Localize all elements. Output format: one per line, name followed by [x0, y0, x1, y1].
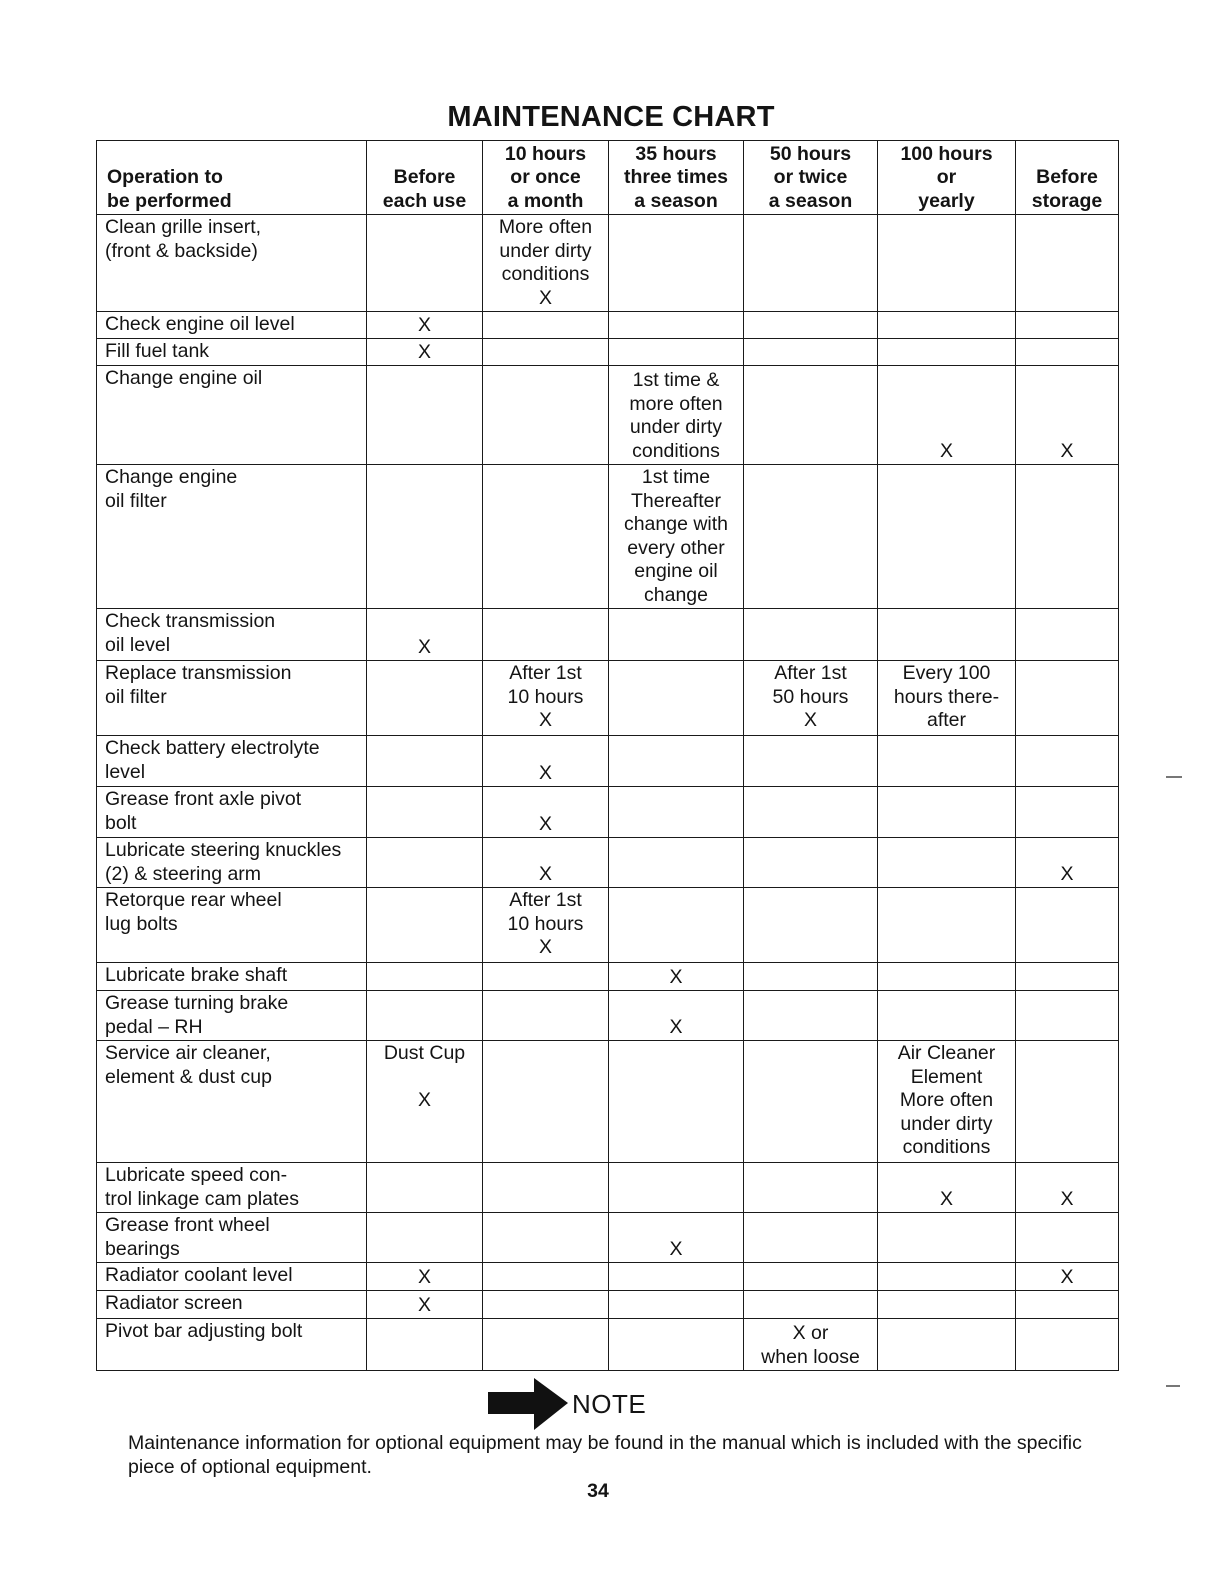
note-text: Maintenance information for optional equipment may be found in the manual which is included with the specific piece of optional equipment.: [128, 1432, 1082, 1478]
header-operation: Operation to be performed: [97, 141, 367, 215]
page-number: 34: [587, 1480, 609, 1502]
cell-before-each-use: [367, 736, 483, 787]
table-row: [97, 312, 1119, 339]
cell-50-hours: [744, 991, 878, 1041]
operation-cell: Radiator screen: [97, 1291, 367, 1319]
operation-cell: Change engine oil filter: [97, 465, 367, 609]
cell-10-hours: [483, 1291, 609, 1319]
table-row: [97, 736, 1119, 787]
cell-10-hours: [483, 1163, 609, 1213]
header-10-hours: 10 hours or once a month: [483, 141, 609, 215]
cell-before-each-use: Dust Cup X: [367, 1041, 483, 1163]
cell-50-hours: [744, 215, 878, 312]
cell-before-storage: [1016, 1291, 1119, 1319]
cell-100-hours: [878, 963, 1016, 991]
cell-10-hours: X: [483, 838, 609, 888]
cell-10-hours: [483, 1263, 609, 1291]
cell-before-each-use: X: [367, 609, 483, 661]
cell-50-hours: [744, 1291, 878, 1319]
cell-50-hours: [744, 339, 878, 366]
cell-100-hours: [878, 1213, 1016, 1263]
cell-35-hours: [609, 1291, 744, 1319]
cell-before-storage: X: [1016, 1263, 1119, 1291]
table-row: [97, 1041, 1119, 1163]
cell-10-hours: [483, 366, 609, 465]
operation-cell: Lubricate speed con- trol linkage cam plates: [97, 1163, 367, 1213]
note-label: NOTE: [572, 1389, 647, 1419]
maintenance-chart-table: [96, 140, 1119, 1371]
operation-cell: Grease turning brake pedal – RH: [97, 991, 367, 1041]
cell-100-hours: [878, 888, 1016, 963]
cell-50-hours: [744, 609, 878, 661]
cell-before-storage: [1016, 888, 1119, 963]
cell-before-storage: [1016, 787, 1119, 838]
cell-before-each-use: [367, 215, 483, 312]
cell-10-hours: After 1st 10 hours X: [483, 661, 609, 736]
table-row: [97, 366, 1119, 465]
cell-10-hours: [483, 465, 609, 609]
table-row: [97, 609, 1119, 661]
cell-50-hours: [744, 366, 878, 465]
header-100-hours: 100 hours or yearly: [878, 141, 1016, 215]
operation-cell: Radiator coolant level: [97, 1263, 367, 1291]
operation-cell: Check battery electrolyte level: [97, 736, 367, 787]
table-row: [97, 787, 1119, 838]
cell-before-each-use: [367, 1213, 483, 1263]
cell-35-hours: X: [609, 1213, 744, 1263]
table-row: [97, 661, 1119, 736]
cell-100-hours: [878, 736, 1016, 787]
cell-100-hours: [878, 991, 1016, 1041]
cell-10-hours: [483, 339, 609, 366]
header-50-hours: 50 hours or twice a season: [744, 141, 878, 215]
operation-cell: Service air cleaner, element & dust cup: [97, 1041, 367, 1163]
cell-10-hours: [483, 963, 609, 991]
cell-100-hours: X: [878, 1163, 1016, 1213]
cell-before-each-use: [367, 838, 483, 888]
cell-10-hours: [483, 312, 609, 339]
cell-before-each-use: [367, 1163, 483, 1213]
cell-50-hours: [744, 1213, 878, 1263]
operation-cell: Clean grille insert, (front & backside): [97, 215, 367, 312]
cell-before-each-use: X: [367, 1263, 483, 1291]
cell-35-hours: [609, 215, 744, 312]
cell-100-hours: [878, 339, 1016, 366]
cell-before-each-use: X: [367, 312, 483, 339]
table-row: [97, 991, 1119, 1041]
cell-10-hours: [483, 991, 609, 1041]
table-row: [97, 1263, 1119, 1291]
cell-before-storage: [1016, 1041, 1119, 1163]
cell-before-each-use: [367, 991, 483, 1041]
header-row: [97, 141, 1119, 215]
cell-35-hours: X: [609, 963, 744, 991]
cell-100-hours: [878, 838, 1016, 888]
cell-100-hours: [878, 215, 1016, 312]
cell-before-each-use: [367, 888, 483, 963]
cell-100-hours: [878, 1291, 1016, 1319]
cell-before-storage: [1016, 312, 1119, 339]
cell-before-storage: [1016, 736, 1119, 787]
cell-35-hours: [609, 661, 744, 736]
edge-mark: [1166, 776, 1182, 778]
cell-50-hours: [744, 1041, 878, 1163]
cell-50-hours: [744, 736, 878, 787]
cell-before-storage: [1016, 991, 1119, 1041]
cell-35-hours: 1st time & more often under dirty conditions: [609, 366, 744, 465]
cell-before-each-use: X: [367, 1291, 483, 1319]
operation-cell: Lubricate brake shaft: [97, 963, 367, 991]
cell-10-hours: X: [483, 736, 609, 787]
cell-before-storage: X: [1016, 1163, 1119, 1213]
table-row: [97, 465, 1119, 609]
header-35-hours: 35 hours three times a season: [609, 141, 744, 215]
cell-before-storage: [1016, 661, 1119, 736]
operation-cell: Check transmission oil level: [97, 609, 367, 661]
table-row: [97, 963, 1119, 991]
cell-before-storage: X: [1016, 366, 1119, 465]
operation-cell: Grease front wheel bearings: [97, 1213, 367, 1263]
table-row: [97, 1163, 1119, 1213]
operation-cell: Retorque rear wheel lug bolts: [97, 888, 367, 963]
chart-body: [97, 215, 1119, 1371]
cell-before-storage: [1016, 963, 1119, 991]
header-before-storage: Before storage: [1016, 141, 1119, 215]
cell-100-hours: [878, 1319, 1016, 1371]
cell-35-hours: [609, 1319, 744, 1371]
cell-before-each-use: [367, 963, 483, 991]
cell-before-each-use: [367, 465, 483, 609]
cell-35-hours: [609, 888, 744, 963]
cell-35-hours: [609, 787, 744, 838]
cell-before-storage: [1016, 1213, 1119, 1263]
cell-100-hours: [878, 312, 1016, 339]
cell-50-hours: After 1st 50 hours X: [744, 661, 878, 736]
cell-50-hours: [744, 1163, 878, 1213]
cell-50-hours: [744, 838, 878, 888]
cell-before-each-use: [367, 661, 483, 736]
cell-100-hours: X: [878, 366, 1016, 465]
cell-before-storage: [1016, 609, 1119, 661]
cell-before-each-use: [367, 787, 483, 838]
operation-cell: Change engine oil: [97, 366, 367, 465]
cell-before-storage: [1016, 465, 1119, 609]
cell-before-each-use: X: [367, 339, 483, 366]
cell-35-hours: [609, 838, 744, 888]
cell-100-hours: [878, 609, 1016, 661]
operation-cell: Pivot bar adjusting bolt: [97, 1319, 367, 1371]
cell-50-hours: [744, 312, 878, 339]
cell-10-hours: After 1st 10 hours X: [483, 888, 609, 963]
cell-10-hours: [483, 1319, 609, 1371]
cell-10-hours: [483, 609, 609, 661]
cell-10-hours: [483, 1213, 609, 1263]
table-row: [97, 1319, 1119, 1371]
cell-50-hours: [744, 787, 878, 838]
cell-before-storage: [1016, 215, 1119, 312]
cell-before-storage: X: [1016, 838, 1119, 888]
arrow-right-icon: [486, 1376, 570, 1432]
cell-35-hours: X: [609, 991, 744, 1041]
cell-100-hours: Every 100 hours there- after: [878, 661, 1016, 736]
cell-10-hours: [483, 1041, 609, 1163]
note-callout: [486, 1376, 786, 1432]
cell-before-each-use: [367, 1319, 483, 1371]
table-row: [97, 1213, 1119, 1263]
cell-before-storage: [1016, 339, 1119, 366]
cell-35-hours: [609, 339, 744, 366]
cell-35-hours: 1st time Thereafter change with every other engine oil change: [609, 465, 744, 609]
cell-35-hours: [609, 312, 744, 339]
cell-50-hours: [744, 963, 878, 991]
operation-cell: Lubricate steering knuckles (2) & steering arm: [97, 838, 367, 888]
table-row: [97, 888, 1119, 963]
cell-35-hours: [609, 1041, 744, 1163]
table-row: [97, 339, 1119, 366]
cell-before-each-use: [367, 366, 483, 465]
cell-before-storage: [1016, 1319, 1119, 1371]
cell-35-hours: [609, 609, 744, 661]
cell-35-hours: [609, 1263, 744, 1291]
operation-cell: Fill fuel tank: [97, 339, 367, 366]
cell-50-hours: X or when loose: [744, 1319, 878, 1371]
page-title: MAINTENANCE CHART: [447, 101, 775, 133]
cell-50-hours: [744, 465, 878, 609]
cell-10-hours: X: [483, 787, 609, 838]
cell-100-hours: [878, 787, 1016, 838]
cell-100-hours: [878, 1263, 1016, 1291]
cell-50-hours: [744, 1263, 878, 1291]
cell-100-hours: Air Cleaner Element More often under dirty conditions: [878, 1041, 1016, 1163]
operation-cell: Replace transmission oil filter: [97, 661, 367, 736]
operation-cell: Grease front axle pivot bolt: [97, 787, 367, 838]
operation-cell: Check engine oil level: [97, 312, 367, 339]
cell-50-hours: [744, 888, 878, 963]
cell-35-hours: [609, 736, 744, 787]
table-row: [97, 838, 1119, 888]
edge-mark: [1166, 1385, 1180, 1387]
table-row: [97, 215, 1119, 312]
cell-100-hours: [878, 465, 1016, 609]
header-before-each-use: Before each use: [367, 141, 483, 215]
cell-35-hours: [609, 1163, 744, 1213]
table-row: [97, 1291, 1119, 1319]
cell-10-hours: More often under dirty conditions X: [483, 215, 609, 312]
